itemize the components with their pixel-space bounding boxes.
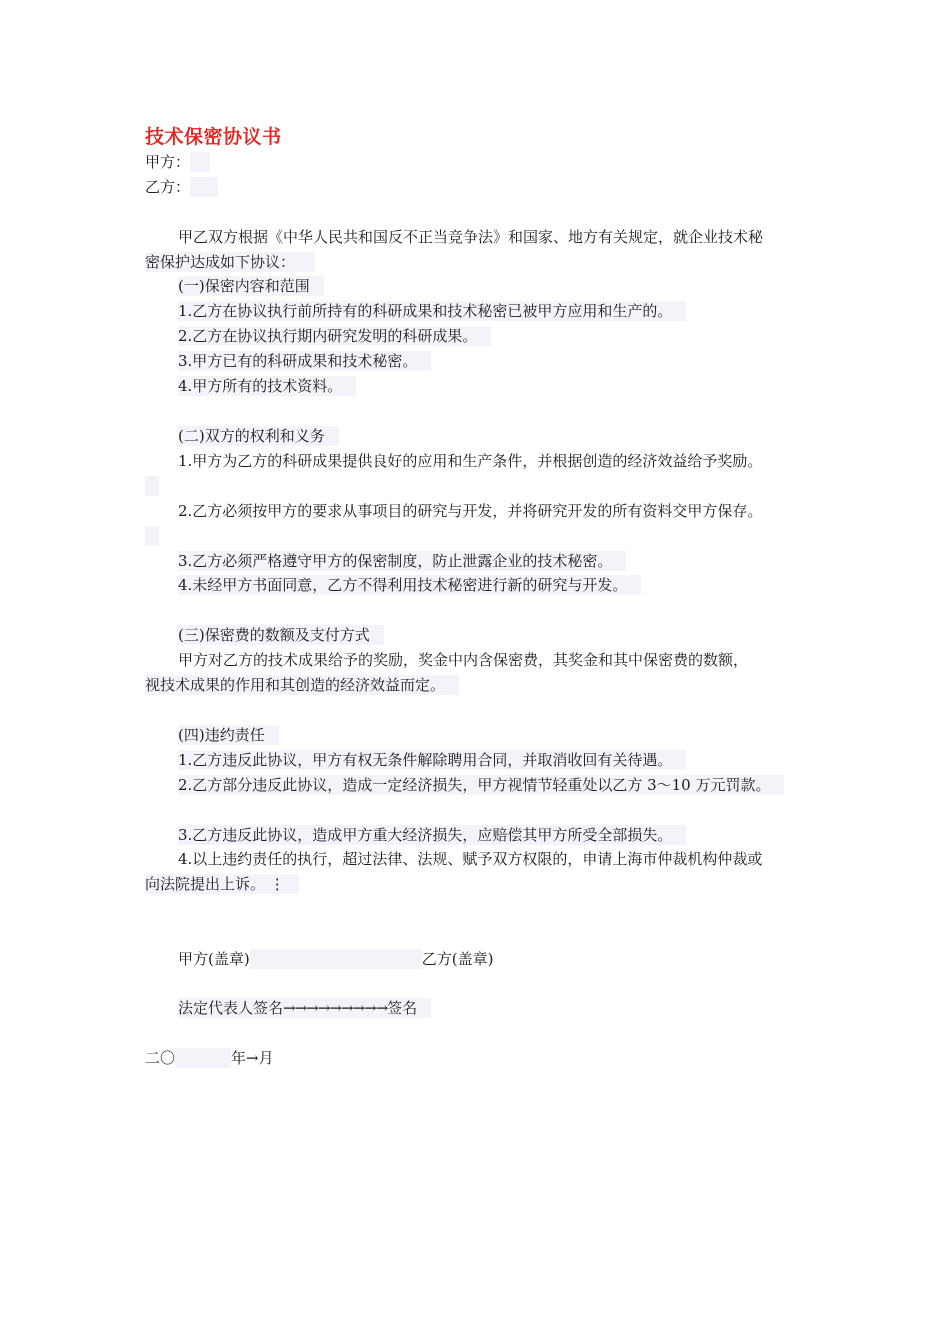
section1-item: 1.乙方在协议执行前所持有的科研成果和技术秘密已被甲方应用和生产的。 [178,301,686,321]
date-arrow: → [246,1049,259,1067]
blank-fill [145,526,159,546]
section3-line2: 视技术成果的作用和其创造的经济效益而定。 [145,675,459,695]
date-blank [175,1048,231,1068]
date-year: 年 [231,1049,247,1067]
section2-item-blank [145,526,159,546]
section2-item: 1.甲方为乙方的科研成果提供良好的应用和生产条件，并根据创造的经济效益给予奖励。 [178,452,763,470]
section2-heading: (二)双方的权利和义务 [178,426,339,446]
section1-item: 2.乙方在协议执行期内研究发明的科研成果。 [178,326,491,346]
section1-item: 4.甲方所有的技术资料。 [178,376,356,396]
section4-item: 2.乙方部分违反此协议，造成一定经济损失，甲方视情节轻重处以乙方 3～10 万元罚款。 [178,775,784,795]
party-a-seal-row [178,949,493,969]
section4-heading: (四)违约责任 [178,725,279,745]
section4-item4-line1: 4.以上违约责任的执行，超过法律、法规、赋予双方权限的，申请上海市仲裁机构仲裁或 [178,850,763,868]
section1-item: 3.甲方已有的科研成果和技术秘密。 [178,351,431,371]
section2-item: 4.未经甲方书面同意，乙方不得利用技术秘密进行新的研究与开发。 [178,575,641,595]
date-prefix: 二〇 [145,1049,176,1067]
party-a-text: 甲方： [145,153,191,171]
party-b-seal: 乙方(盖章) [421,950,494,968]
party-a-blank [190,152,210,172]
date-row [145,1048,274,1068]
section2-item: 3.乙方必须严格遵守甲方的保密制度，防止泄露企业的技术秘密。 [178,551,626,571]
section3-heading: (三)保密费的数额及支付方式 [178,625,384,645]
section4-item: 3.乙方违反此协议，造成甲方重大经济损失，应赔偿其甲方所受全部损失。 [178,825,686,845]
representative-arrows: →→→→→→→→→ [283,999,388,1017]
item4-mark: ⋮ [269,875,285,893]
section4-item4-line2 [145,874,299,894]
item4-line2-text: 向法院提出上诉。 [145,875,266,893]
section4-item: 1.乙方违反此协议，甲方有权无条件解除聘用合同，并取消收回有关待遇。 [178,750,686,770]
intro-paragraph-line2: 密保护达成如下协议： [145,252,315,272]
party-b-blank [190,177,218,197]
section2-item: 2.乙方必须按甲方的要求从事项目的研究与开发，并将研究开发的所有资料交甲方保存。 [178,502,763,520]
document-title: 技术保密协议书 [145,126,282,148]
sign-label: 签名 [387,999,418,1017]
party-b-text: 乙方： [145,178,191,196]
section2-item-blank [145,476,159,496]
party-a-seal: 甲方(盖章) [178,950,250,968]
intro-paragraph-line1: 甲乙双方根据《中华人民共和国反不正当竞争法》和国家、地方有关规定，就企业技术秘 [178,228,764,246]
date-month: 月 [258,1049,274,1067]
seal-spacer [250,949,422,969]
blank-fill [145,476,159,496]
representative-label: 法定代表人签名 [178,999,284,1017]
section1-heading: (一)保密内容和范围 [178,276,324,296]
section3-line1: 甲方对乙方的技术成果给予的奖励，奖金中内含保密费，其奖金和其中保密费的数额， [178,651,749,669]
representative-row [178,998,431,1018]
party-b-label [145,177,218,197]
party-a-label [145,152,210,172]
